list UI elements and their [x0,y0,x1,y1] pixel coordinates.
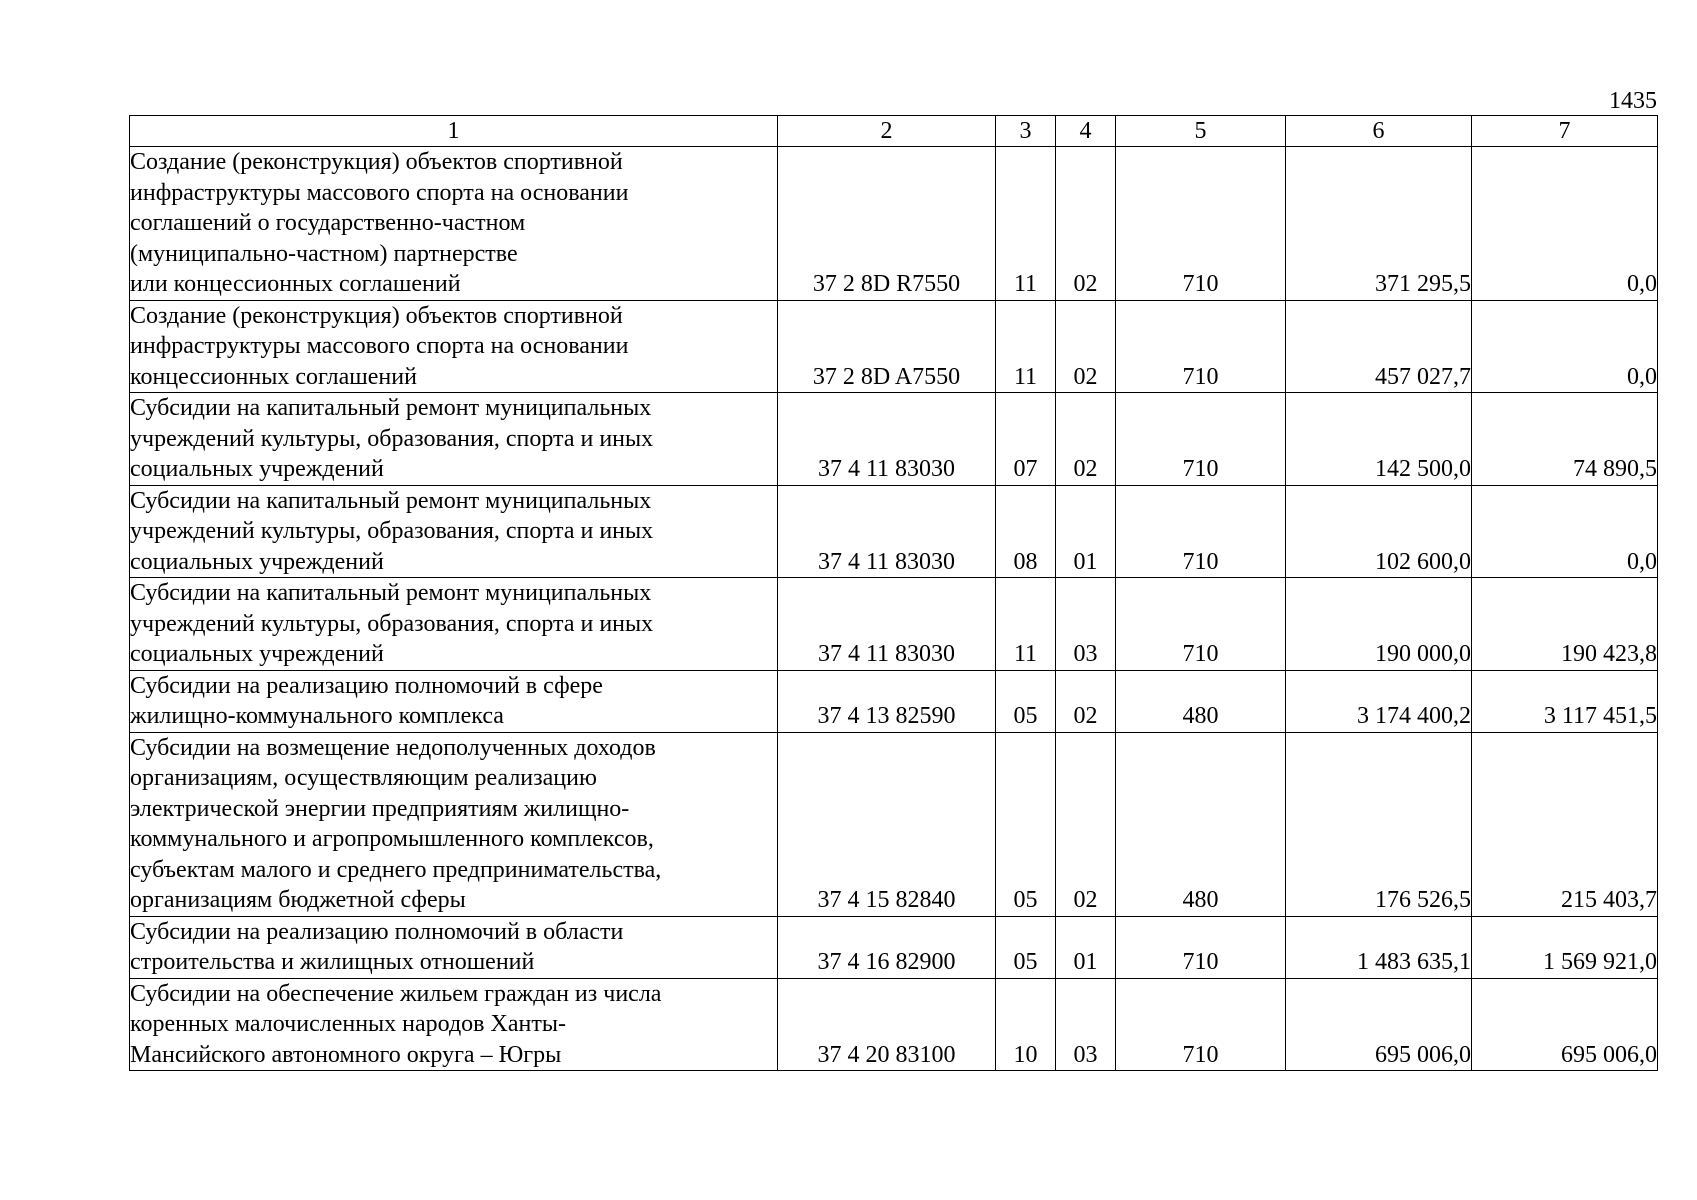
row-name: Субсидии на обеспечение жильем граждан из числа коренных малочисленных народов Ханты- Мансийского автономного округа – Югры [130,980,662,1068]
column-header: 2 [778,116,996,147]
target-code-cell: 37 4 11 83030 [778,578,996,671]
table-row [130,147,1658,301]
amount-cell: 695 006,0 [1286,978,1472,1071]
subsection-cell: 02 [1056,670,1116,732]
row-name: Субсидии на капитальный ремонт муниципальных учреждений культуры, образования, спорта и иных социальных учреждений [130,580,654,667]
subsection-cell: 02 [1056,732,1116,916]
subsection-cell: 01 [1056,916,1116,978]
table-row [130,300,1658,393]
section-cell: 05 [996,732,1056,916]
amount-cell: 695 006,0 [1472,978,1658,1071]
row-name: Создание (реконструкция) объектов спортивной инфраструктуры массового спорта на основании концессионных соглашений [130,302,629,390]
target-code-cell: 37 4 20 83100 [778,978,996,1071]
expense-type-cell: 710 [1116,485,1286,578]
target-code-cell: 37 4 15 82840 [778,732,996,916]
row-name-cell [130,393,778,486]
column-header: 1 [130,116,778,147]
table-row [130,578,1658,671]
row-name-cell [130,916,778,978]
row-name-cell [130,578,778,671]
amount-cell: 3 117 451,5 [1472,670,1658,732]
row-name-cell [130,670,778,732]
row-name: Создание (реконструкция) объектов спортивной инфраструктуры массового спорта на основании соглашений о государственно-частном (муниципально-частном) партнерстве или концессионных соглашений [130,149,629,297]
page-number: 1435 [1609,88,1657,114]
row-name-cell [130,978,778,1071]
table-row [130,916,1658,978]
target-code-cell: 37 4 13 82590 [778,670,996,732]
row-name-cell [130,147,778,301]
target-code-cell: 37 2 8D A7550 [778,300,996,393]
section-cell: 10 [996,978,1056,1071]
row-name: Субсидии на реализацию полномочий в сфере жилищно-коммунального комплекса [130,672,603,729]
table-row [130,670,1658,732]
section-cell: 11 [996,147,1056,301]
header-row [130,116,1658,147]
row-name: Субсидии на возмещение недополученных доходов организациям, осуществляющим реализацию электрической энергии предприятиям жилищно- коммунального и агропромышленного комплексов, субъектам малого и среднего предпринимательства, организациям бюджетной сферы [130,734,662,913]
expense-type-cell: 710 [1116,916,1286,978]
row-name-cell [130,300,778,393]
row-name: Субсидии на реализацию полномочий в области строительства и жилищных отношений [130,918,624,975]
subsection-cell: 03 [1056,578,1116,671]
subsection-cell: 02 [1056,393,1116,486]
expense-type-cell: 710 [1116,978,1286,1071]
row-name-cell [130,485,778,578]
amount-cell: 74 890,5 [1472,393,1658,486]
amount-cell: 1 483 635,1 [1286,916,1472,978]
target-code-cell: 37 4 11 83030 [778,485,996,578]
column-header: 5 [1116,116,1286,147]
amount-cell: 215 403,7 [1472,732,1658,916]
row-name: Субсидии на капитальный ремонт муниципальных учреждений культуры, образования, спорта и иных социальных учреждений [130,395,654,482]
section-cell: 05 [996,670,1056,732]
table-row [130,393,1658,486]
amount-cell: 3 174 400,2 [1286,670,1472,732]
subsection-cell: 02 [1056,300,1116,393]
amount-cell: 457 027,7 [1286,300,1472,393]
column-header: 3 [996,116,1056,147]
expense-type-cell: 480 [1116,670,1286,732]
subsection-cell: 02 [1056,147,1116,301]
section-cell: 07 [996,393,1056,486]
section-cell: 11 [996,300,1056,393]
amount-cell: 371 295,5 [1286,147,1472,301]
subsection-cell: 01 [1056,485,1116,578]
budget-table [129,115,1658,1071]
subsection-cell: 03 [1056,978,1116,1071]
row-name: Субсидии на капитальный ремонт муниципальных учреждений культуры, образования, спорта и иных социальных учреждений [130,487,654,575]
table-row [130,978,1658,1071]
target-code-cell: 37 4 11 83030 [778,393,996,486]
amount-cell: 0,0 [1472,485,1658,578]
expense-type-cell: 710 [1116,393,1286,486]
amount-cell: 0,0 [1472,300,1658,393]
row-name-cell [130,732,778,916]
target-code-cell: 37 4 16 82900 [778,916,996,978]
amount-cell: 142 500,0 [1286,393,1472,486]
section-cell: 11 [996,578,1056,671]
amount-cell: 190 423,8 [1472,578,1658,671]
amount-cell: 190 000,0 [1286,578,1472,671]
table-row [130,732,1658,916]
section-cell: 08 [996,485,1056,578]
target-code-cell: 37 2 8D R7550 [778,147,996,301]
amount-cell: 176 526,5 [1286,732,1472,916]
expense-type-cell: 710 [1116,147,1286,301]
amount-cell: 0,0 [1472,147,1658,301]
column-header: 6 [1286,116,1472,147]
amount-cell: 102 600,0 [1286,485,1472,578]
amount-cell: 1 569 921,0 [1472,916,1658,978]
column-header: 7 [1472,116,1658,147]
column-header: 4 [1056,116,1116,147]
expense-type-cell: 710 [1116,578,1286,671]
expense-type-cell: 480 [1116,732,1286,916]
section-cell: 05 [996,916,1056,978]
expense-type-cell: 710 [1116,300,1286,393]
table-row [130,485,1658,578]
